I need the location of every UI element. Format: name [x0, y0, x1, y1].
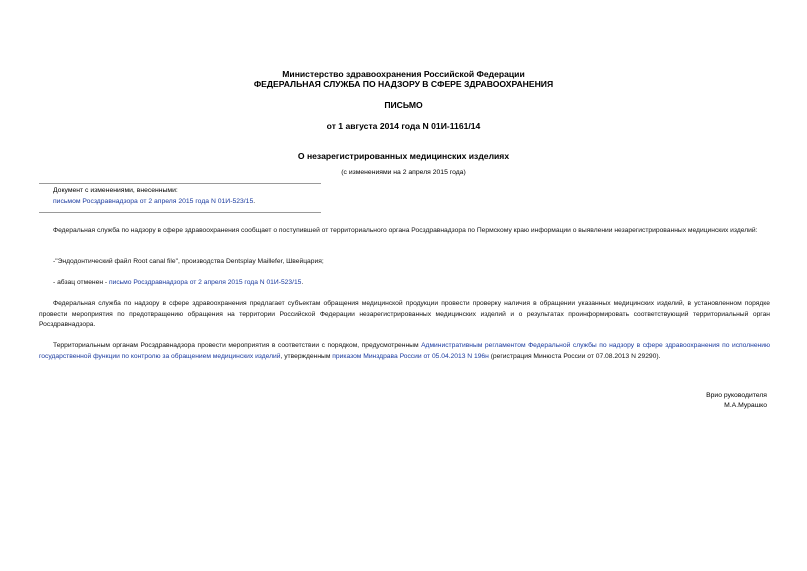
- document-date-number: от 1 августа 2014 года N 01И-1161/14: [326, 121, 481, 131]
- paragraph-5-prefix: Территориальным органам Росздравнадзора провести мероприятия в соответствии с порядком, предусмотренным: [53, 342, 422, 349]
- changes-link[interactable]: письмом Росздравнадзора от 2 апреля 2015 года N 01И-523/15: [53, 198, 254, 205]
- paragraph-1: Федеральная служба по надзору в сфере здравоохранения сообщает о поступившей от территориального органа Росздравнадзора по Пермскому краю информации о выявлении незарегистрированных медицинских изделий:: [53, 227, 758, 234]
- signature-title: Врио руководителя: [706, 392, 767, 399]
- ministry-title: Министерство здравоохранения Российской Федерации: [282, 69, 525, 79]
- paragraph-3: [39, 278, 770, 289]
- document-type: ПИСЬМО: [384, 100, 423, 110]
- changes-label: Документ с изменениями, внесенными:: [53, 187, 178, 194]
- paragraph-5-suffix: (регистрация Минюста России от 07.08.2013 N 29290).: [488, 352, 661, 360]
- changes-top-divider: [39, 183, 321, 184]
- paragraph-3-prefix: - абзац отменен -: [53, 279, 109, 286]
- changes-bottom-divider: [39, 212, 321, 213]
- signature-name: М.А.Мурашко: [724, 402, 767, 409]
- paragraph-3-link[interactable]: письмо Росздравнадзора от 2 апреля 2015 года N 01И-523/15: [108, 279, 302, 286]
- paragraph-5-order-link[interactable]: приказом Минздрава России от 05.04.2013 N 196н: [332, 352, 489, 360]
- paragraph-5-middle: , утвержденным: [280, 352, 333, 360]
- changes-link-suffix: .: [253, 198, 256, 205]
- paragraph-3-suffix: .: [301, 279, 304, 286]
- service-title: ФЕДЕРАЛЬНАЯ СЛУЖБА ПО НАДЗОРУ В СФЕРЕ ЗДРАВООХРАНЕНИЯ: [253, 79, 554, 89]
- paragraph-2: -"Эндодонтический файл Root canal file", производства Dentsplay Maillefer, Швейцария;: [53, 258, 324, 265]
- paragraph-5-regulation-link[interactable]: Административным регламентом Федеральной службы по надзору в сфере здравоохранения по исполнению государственной функции по контролю за обращением медицинских изделий: [39, 342, 771, 360]
- changes-line: [53, 197, 255, 206]
- document-subject: О незарегистрированных медицинских изделиях: [297, 151, 510, 161]
- paragraph-4: Федеральная служба по надзору в сфере здравоохранения предлагает субъектам обращения медицинской продукции провести проверку наличия в обращении указанных медицинских изделий, в установленном порядке провести мероприятия по предотвращению обращения на территории Российской Федерации незарегистрированных медицинских изделий и о результатах проинформировать соответствующий территориальный орган Росздравнадзора.: [39, 300, 770, 328]
- paragraph-5: [39, 341, 770, 362]
- revision-note: (с изменениями на 2 апреля 2015 года): [341, 169, 466, 176]
